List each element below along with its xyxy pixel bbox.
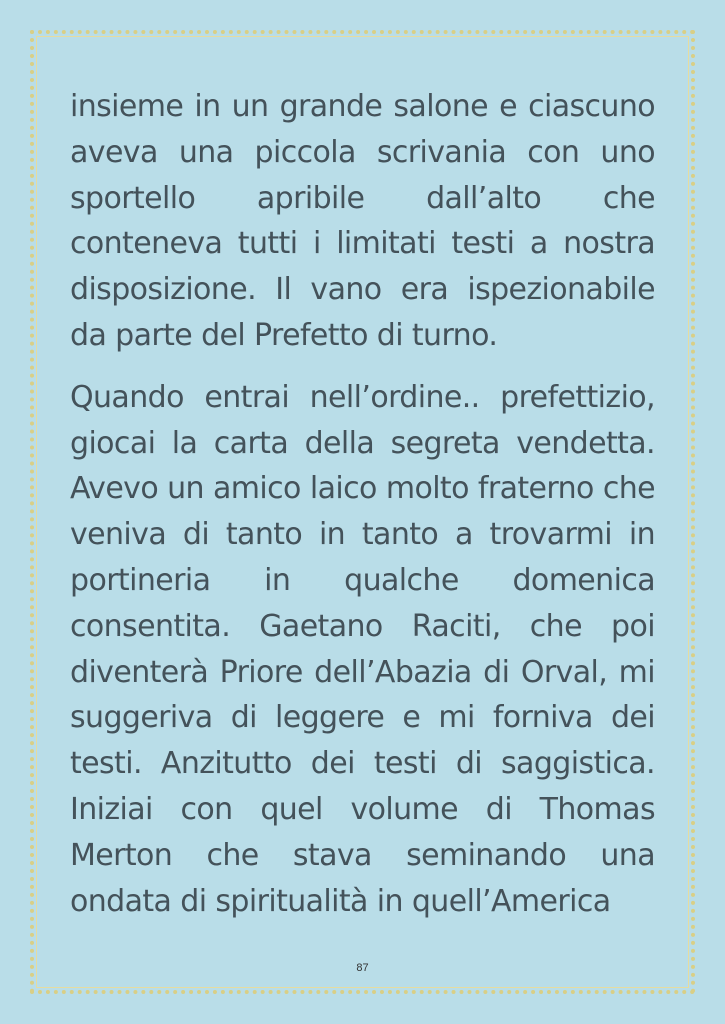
page-body-text xyxy=(70,84,655,924)
page-number: 87 xyxy=(356,962,369,974)
paragraph-2: Quando entrai nell’ordine.. prefettizio, giocai la carta della segreta vendetta. Avevo un amico laico molto fraterno che veniva di tanto in tanto a trovarmi in portineria in qualche domenica consentita. Gaetano Raciti, che poi diventerà Priore dell’Abazia di Orval, mi suggeriva di leggere e mi forniva dei testi. Anzitutto dei testi di saggistica. Iniziai con quel volume di Thomas Merton che stava seminando una ondata di spiritualità in quell’America xyxy=(70,379,655,919)
paragraph-1: insieme in un grande salone e ciascuno aveva una piccola scrivania con uno sportello apribile dall’alto che conteneva tutti i limitati testi a nostra disposizione. Il vano era ispezionabile da parte del Prefetto di turno. xyxy=(70,89,655,353)
